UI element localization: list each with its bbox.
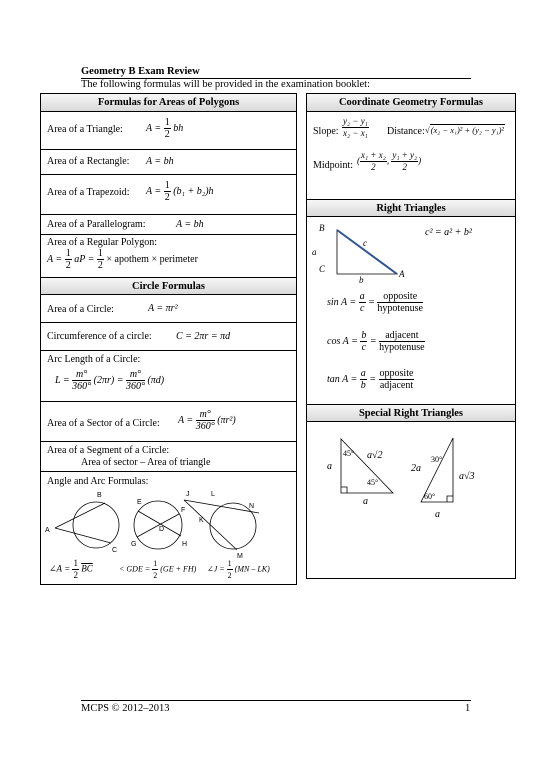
point-c: C (112, 547, 118, 554)
sector-formula: A = $\frac{m^\circ}{360^\circ}$ (πr²) (178, 409, 236, 432)
page-subtitle: The following formulas will be provided in the examination booklet: (81, 79, 370, 90)
triangle-row (41, 112, 296, 150)
point-d: D (159, 526, 165, 533)
cosine-formula: cos A = $\frac{b}{c}$ = $\frac{\text{adjacent}}{\text{hypotenuse}}$ (327, 330, 425, 353)
special-triangles-diagram (307, 422, 515, 527)
segment-detail: Area of sector – Area of triangle (81, 457, 211, 468)
point-f: F (181, 507, 186, 514)
arc-length-label: Arc Length of a Circle: (47, 354, 141, 365)
t45-hypotenuse: a√2 (367, 450, 383, 461)
midpoint-label: Midpoint: (313, 160, 354, 171)
side-a: a (312, 247, 317, 257)
tangent-formula: tan A = $\frac{a}{b}$ = $\frac{\text{opposite}}{\text{adjacent}}$ (327, 368, 414, 391)
point-n: N (249, 503, 255, 510)
footer-rule (81, 700, 471, 701)
t30-angle-bottom: 60° (424, 492, 436, 501)
parallelogram-formula: A = bh (176, 219, 204, 230)
right-triangles-heading: Right Triangles (307, 199, 515, 217)
pythagorean-formula: c² = a² + b² (425, 227, 472, 238)
circle-formulas-heading: Circle Formulas (41, 277, 296, 295)
regular-polygon-row (41, 235, 296, 276)
side-b: b (359, 275, 364, 285)
vertex-a: A (399, 269, 405, 279)
t45-angle-top: 45° (343, 449, 355, 458)
point-a: A (45, 527, 50, 534)
special-right-triangles-heading: Special Right Triangles (307, 404, 515, 422)
circle-area-formula: A = πr² (148, 303, 178, 314)
point-j: J (186, 491, 190, 498)
circumference-formula: C = 2πr = πd (176, 331, 231, 342)
triangle-label: Area of a Triangle: (47, 124, 123, 135)
sector-label: Area of a Sector of a Circle: (47, 418, 160, 429)
point-b: B (97, 492, 102, 499)
circumference-label: Circumference of a circle: (47, 331, 152, 342)
sine-formula: sin A = $\frac{a}{c}$ = $\frac{\text{opposite}}{\text{hypotenuse}}$ (327, 291, 423, 314)
trapezoid-row (41, 175, 296, 215)
t30-hypotenuse: 2a (411, 463, 421, 474)
circumference-row (41, 323, 296, 351)
segment-row (41, 442, 296, 472)
parallelogram-label: Area of a Parallelogram: (47, 219, 146, 230)
inscribed-angle-formula: ∠A = $\frac{1}{2}$ $\overline{BC}$ (49, 558, 93, 580)
vertex-b: B (319, 223, 325, 233)
rectangle-label: Area of a Rectangle: (47, 156, 130, 167)
point-g: G (131, 541, 137, 548)
angle-arc-diagram (41, 486, 296, 558)
chord-ac (55, 528, 111, 543)
segment-label: Area of a Segment of a Circle: (47, 445, 170, 456)
point-m: M (237, 553, 243, 558)
circle-1 (73, 502, 119, 548)
slope-label: Slope: (313, 126, 339, 137)
angle-arc-label: Angle and Arc Formulas: (47, 476, 149, 487)
polygon-formulas-heading: Formulas for Areas of Polygons (41, 94, 296, 112)
interior-angle-formula: < GDE = $\frac{1}{2}$ (GE + FH) (119, 559, 197, 580)
exterior-angle-formula: ∠J = $\frac{1}{2}$ (MN – LK) (207, 559, 270, 580)
right-triangle-diagram (307, 217, 515, 287)
distance-formula: √(x₂ − x₁)² + (y₂ − y₁)² (425, 125, 504, 135)
chord-gf (137, 514, 179, 537)
arc-length-formula: L = $\frac{m^\circ}{360^\circ}$ (2πr) = $\frac{m^\circ}{360^\circ}$ (πd) (55, 369, 165, 392)
regular-polygon-formula: A = $\frac{1}{2}$ aP = $\frac{1}{2}$ × apothem × perimeter (47, 248, 198, 271)
triangle-formula: A = $\frac{1}{2}$ bh (146, 117, 184, 140)
footer-copyright: MCPS © 2012–2013 (81, 703, 170, 714)
circle-area-row (41, 295, 296, 323)
circle-2 (134, 501, 182, 549)
t30-long-leg: a√3 (459, 471, 475, 482)
distance-label: Distance: (387, 126, 425, 137)
area-formulas-panel (40, 93, 297, 585)
t30-short-leg: a (435, 509, 440, 520)
point-h: H (182, 541, 188, 548)
trapezoid-formula: A = $\frac{1}{2}$ (b₁ + b₂)h (146, 180, 214, 203)
rectangle-formula: A = bh (146, 156, 174, 167)
midpoint-formula: ( $\frac{\text{x₁ + x₂}}{2}$ , $\frac{\text{y₁ + y₂}}{2}$ ) (357, 150, 422, 172)
regular-polygon-label: Area of a Regular Polygon: (47, 237, 157, 248)
sector-row (41, 402, 296, 442)
side-c: c (363, 238, 367, 248)
point-l: L (211, 491, 215, 498)
angle-arc-row (41, 472, 296, 586)
t30-angle-top: 30° (431, 455, 443, 464)
circle-area-label: Area of a Circle: (47, 304, 114, 315)
t45-leg: a (327, 461, 332, 472)
slope-formula: $\frac{\text{y₂ − y₁}}{\text{x₂ − x₁}}$ (343, 116, 368, 138)
t45-base: a (363, 496, 368, 507)
coordinate-formulas-heading: Coordinate Geometry Formulas (307, 94, 515, 112)
chord-ab (55, 503, 105, 528)
page-number: 1 (465, 703, 471, 714)
page-title: Geometry B Exam Review (81, 66, 200, 77)
trapezoid-label: Area of a Trapezoid: (47, 187, 130, 198)
arc-length-row (41, 351, 296, 402)
coordinate-formulas-panel (306, 93, 516, 579)
rectangle-row (41, 150, 296, 175)
point-k: K (199, 517, 204, 524)
t45-angle-bottom: 45° (367, 478, 379, 487)
vertex-c: C (319, 264, 326, 274)
point-e: E (137, 499, 142, 506)
parallelogram-row (41, 215, 296, 235)
